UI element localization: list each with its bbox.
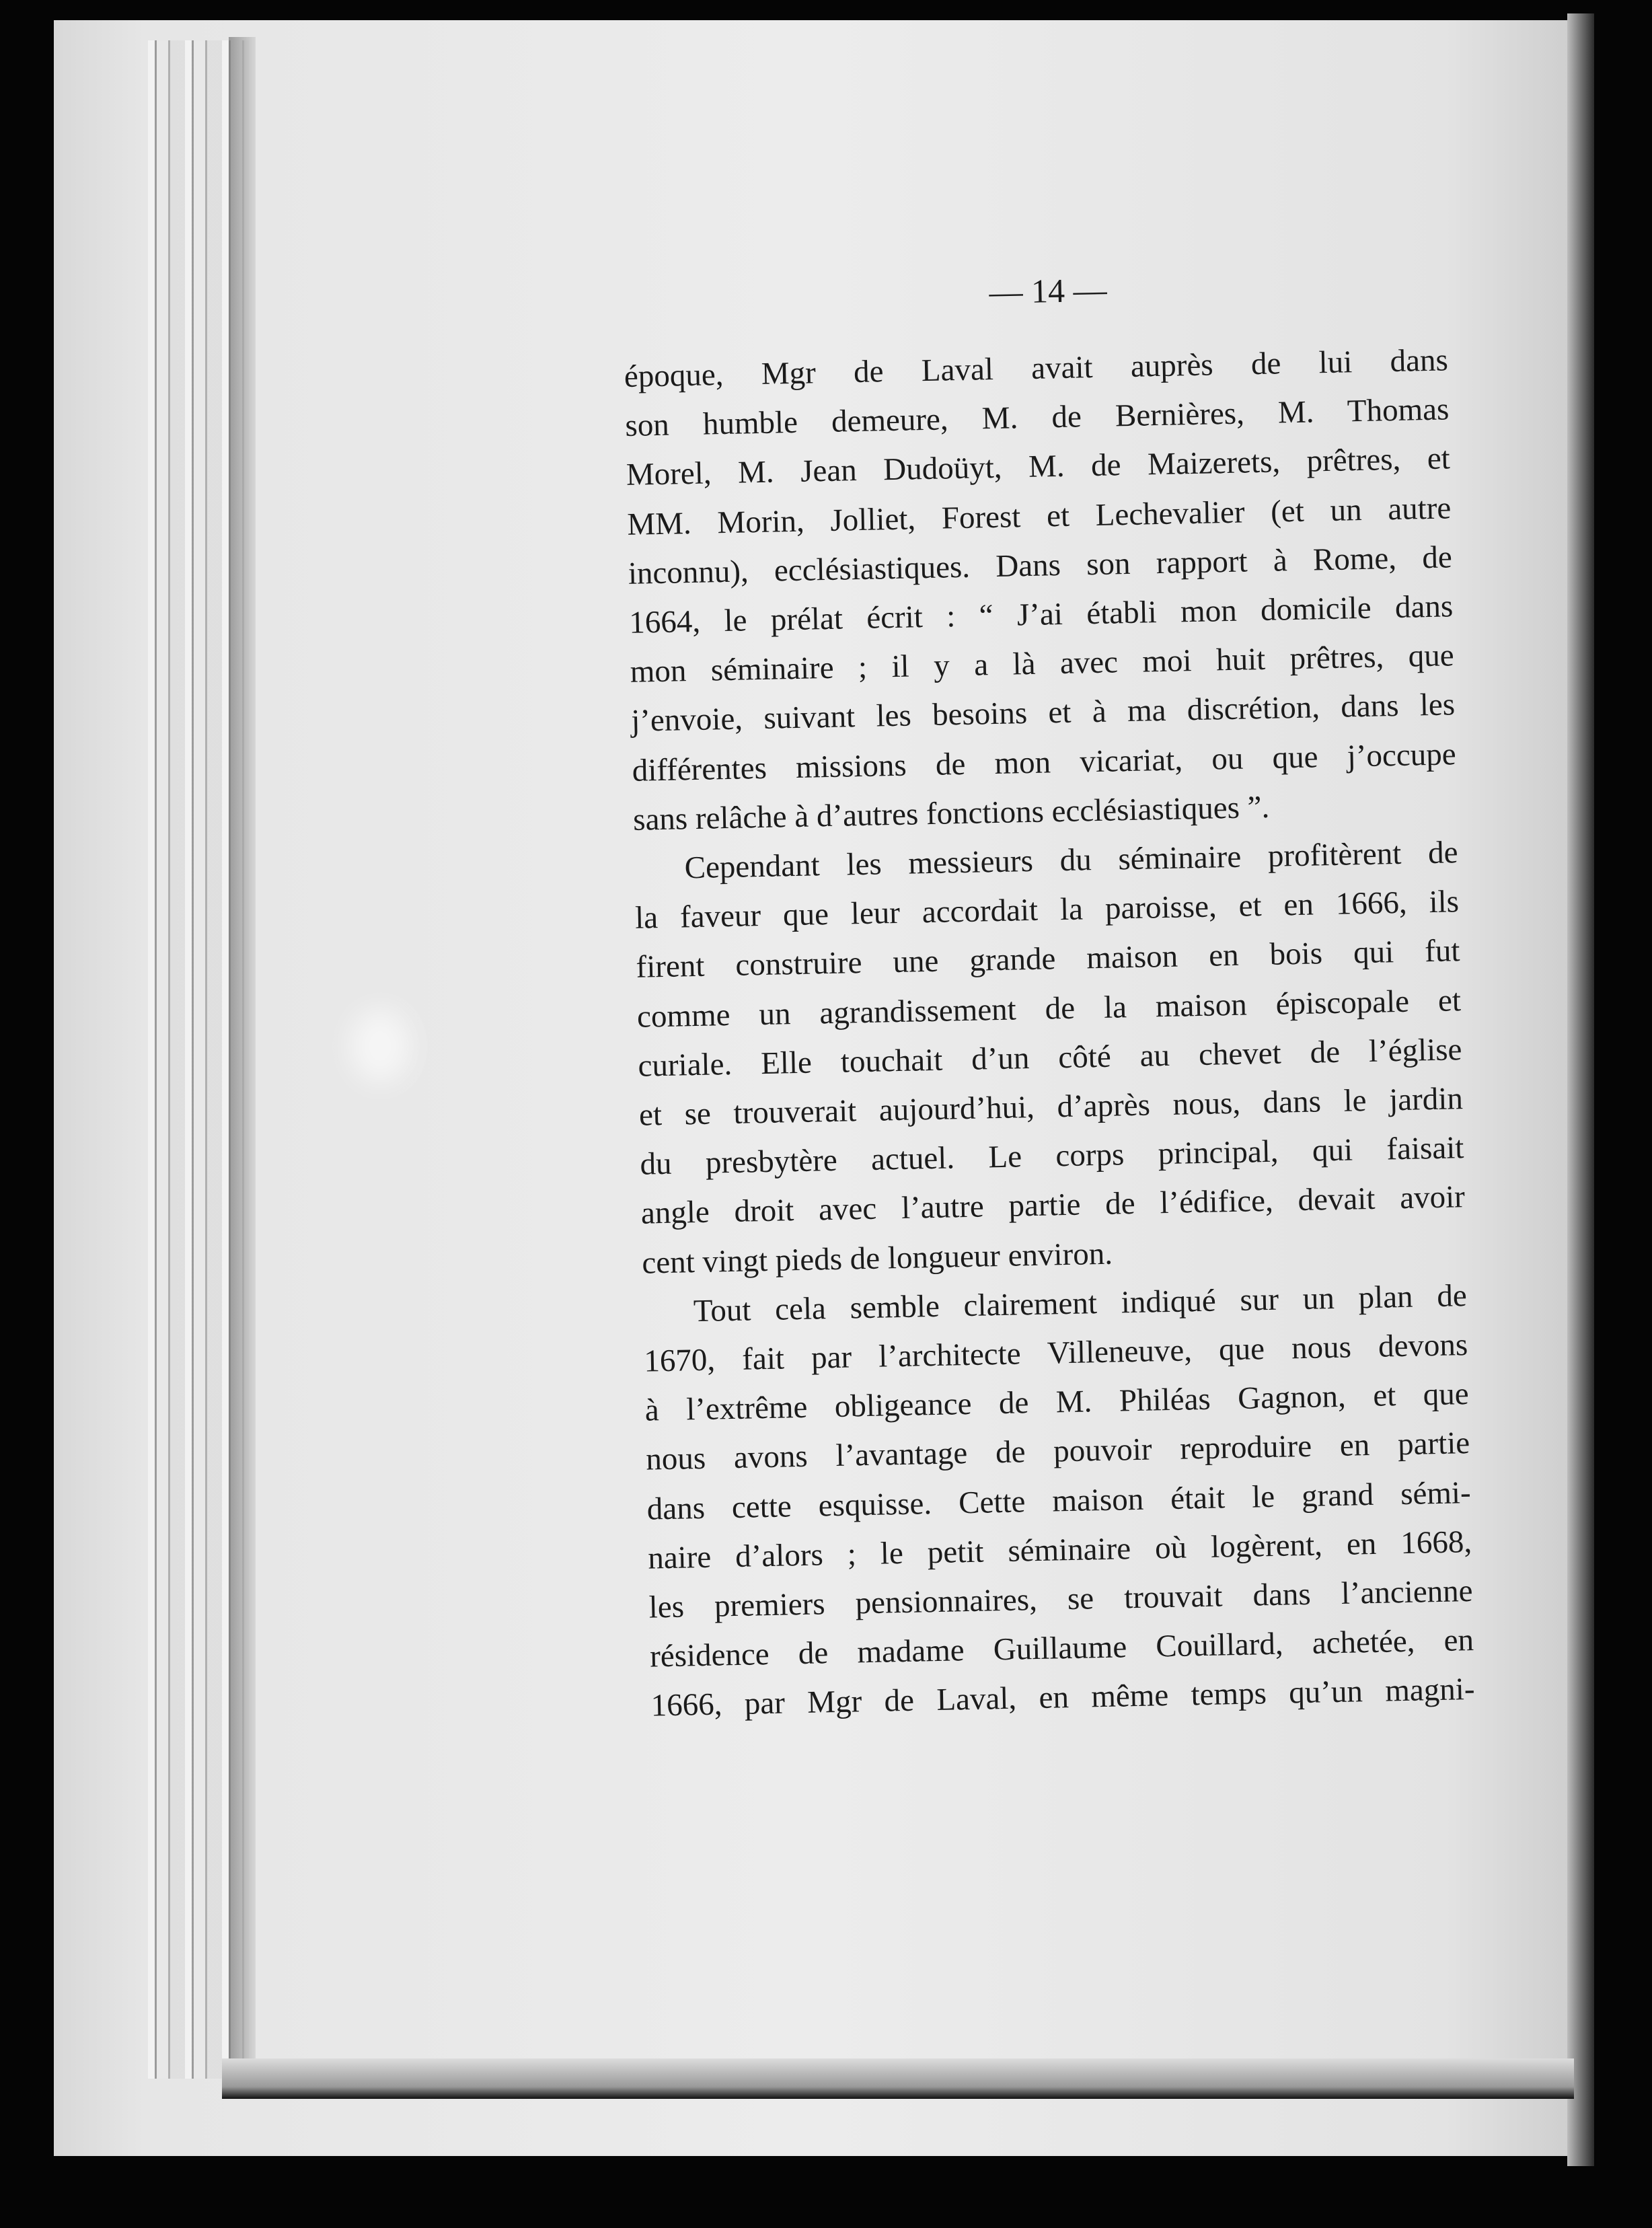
text-line: firent construire une grande maison en bois qui fut (636, 933, 1460, 986)
text-line: époque, Mgr de Laval avait auprès de lui dans (624, 342, 1449, 394)
page-text-block (622, 259, 1475, 1731)
binding-shadow (229, 37, 256, 2082)
text-line: mon séminaire ; il y a là avec moi huit prêtres, que (630, 638, 1455, 690)
text-line: comme un agrandissement de la maison épiscopale et (636, 982, 1462, 1035)
text-line: nous avons l’avantage de pouvoir reproduire en partie (645, 1425, 1470, 1478)
text-line: et se trouverait aujourd’hui, d’après nous, dans le jardin (638, 1081, 1464, 1133)
light-smudge (350, 1009, 410, 1083)
text-line: du presbytère actuel. Le corps principal, qui faisait (639, 1130, 1464, 1182)
paragraph-1 (624, 336, 1457, 844)
text-line: son humble demeure, M. de Bernières, M. Thomas (624, 392, 1450, 444)
paragraph-2 (634, 828, 1466, 1288)
text-line: Cependant les messieurs du séminaire profitèrent de (684, 835, 1458, 886)
text-line: différentes missions de mon vicariat, ou que j’occupe (632, 736, 1457, 788)
paragraph-3 (642, 1271, 1475, 1731)
text-line: résidence de madame Guillaume Couillard, achetée, en (649, 1623, 1474, 1674)
text-line: Tout cela semble clairement indiqué sur un plan de (693, 1277, 1468, 1329)
text-line: naire d’alors ; le petit séminaire où logèrent, en 1668, (647, 1524, 1472, 1576)
text-line: inconnu), ecclésiastiques. Dans son rapport à Rome, de (628, 540, 1453, 591)
text-line: 1666, par Mgr de Laval, en même temps qu’un magni- (650, 1672, 1475, 1724)
text-line: curiale. Elle touchait d’un côté au chevet de l’église (638, 1032, 1462, 1084)
page-number: — 14 — (989, 270, 1108, 311)
sheet-right-edge (1567, 13, 1594, 2166)
text-line: 1670, fait par l’architecte Villeneuve, que nous devons (643, 1327, 1468, 1379)
text-line: à l’extrême obligeance de M. Philéas Gagnon, et que (644, 1376, 1470, 1428)
text-line: la faveur que leur accordait la paroisse, et en 1666, ils (634, 884, 1460, 936)
text-line: Morel, M. Jean Dudoüyt, M. de Maizerets, prêtres, et (626, 441, 1451, 493)
text-line: cent vingt pieds de longueur environ. (641, 1236, 1113, 1281)
text-line: 1664, le prélat écrit : “ J’ai établi mon domicile dans (628, 589, 1454, 640)
text-line: les premiers pensionnaires, se trouvait dans l’ancienne (648, 1573, 1474, 1625)
text-line: sans relâche à d’autres fonctions ecclésiastiques ”. (632, 789, 1270, 838)
text-line: angle droit avec l’autre partie de l’édifice, devait avoir (640, 1179, 1466, 1232)
sheet-bottom-edge (222, 2058, 1574, 2099)
text-line: dans cette esquisse. Cette maison était le grand sémi- (646, 1475, 1472, 1527)
text-line: j’envoie, suivant les besoins et à ma discrétion, dans les (630, 687, 1456, 739)
text-line: MM. Morin, Jolliet, Forest et Lechevalier (et un autre (626, 490, 1452, 542)
